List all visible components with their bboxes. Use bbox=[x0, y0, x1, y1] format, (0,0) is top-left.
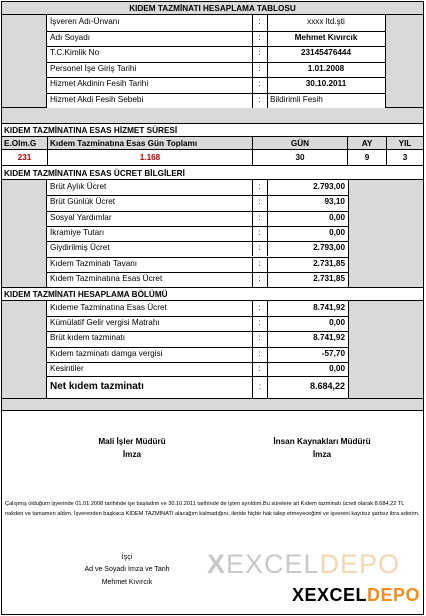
calc-sep: : bbox=[258, 318, 261, 328]
wage-label: Sosyal Yardımlar bbox=[50, 212, 112, 222]
net-value: 8.684,22 bbox=[309, 381, 345, 391]
employee-label: Adı Soyadı bbox=[50, 32, 91, 42]
net-label: Net kıdem tazminatı bbox=[50, 381, 144, 392]
wage-label: Brüt Aylık Ücret bbox=[50, 182, 107, 191]
calc-sep: : bbox=[258, 333, 261, 343]
employee-value: 23145476444 bbox=[300, 48, 352, 57]
service-val-eolmg: 231 bbox=[17, 153, 32, 162]
worker-line: Ad ve Soyadı İmza ve Tarih bbox=[84, 566, 170, 573]
service-val-year: 3 bbox=[402, 153, 408, 162]
kidem-sheet bbox=[1, 1, 424, 615]
wage-value: 0,00 bbox=[329, 212, 345, 222]
service-val-month: 9 bbox=[364, 153, 370, 162]
wage-left-gray bbox=[2, 180, 47, 287]
service-heading: KIDEM TAZMİNATINA ESAS HİZMET SÜRESİ bbox=[4, 126, 178, 135]
wage-label: Giydirilmiş Ücret bbox=[50, 243, 110, 253]
wage-label: İkramiye Tutarı bbox=[50, 227, 105, 237]
calc-right-gray bbox=[348, 301, 423, 398]
employee-label: Hizmet Akdi Fesih Sebebi bbox=[50, 94, 144, 104]
wage-label: Kıdem Tazminatına Esas Ücret bbox=[50, 273, 163, 283]
statement-text: Çalışmış olduğum işyerinde 01.01.2008 tarihinde işe başladım ve 30.10.2011 tarihinde de işten ayrıldım.Bu sürelere ait Kıdem tazminatı ücreti olarak 8.684,22 TL nakden ve tamamen aldım. İşverenden başkaca KIDEM TAZMİNATI alacağım kalmadığını, ileride hiçbir hak talep etmeyeceğimi ve işvereni kayıtsız şartsız ibra ederim. bbox=[5, 501, 420, 517]
excel-depo-logo bbox=[292, 585, 420, 606]
worker-title: İşçi bbox=[121, 554, 133, 561]
wage-sep: : bbox=[258, 243, 261, 253]
wage-value: 0,00 bbox=[329, 227, 345, 237]
wage-label: Kıdem Tazminatı Tavanı bbox=[50, 258, 138, 268]
wage-right-gray bbox=[348, 180, 423, 287]
employee-value: xxxx ltd.şti bbox=[307, 17, 345, 26]
employee-value: Mehmet Kıvırcık bbox=[294, 32, 358, 42]
calc-sep: : bbox=[258, 303, 261, 312]
employee-sep: : bbox=[258, 17, 261, 26]
employee-left-gray bbox=[2, 15, 47, 108]
spacer-2-line bbox=[2, 410, 423, 411]
logo-depo: DEPO bbox=[367, 585, 421, 605]
calc-value: -57,70 bbox=[321, 348, 345, 358]
employee-right-gray bbox=[385, 15, 423, 108]
employee-label: İşveren Adı-Ünvanı bbox=[50, 17, 120, 26]
service-col-eolmg: E.Olm.G bbox=[4, 139, 37, 148]
wage-bottom-line bbox=[2, 287, 423, 288]
sig-right-sub: İmza bbox=[312, 450, 332, 459]
calc-label: Brüt kıdem tazminatı bbox=[50, 333, 126, 343]
employee-sep: : bbox=[258, 48, 261, 57]
employee-label: T.C.Kimlik No bbox=[50, 48, 100, 57]
wage-label: Brüt Günlük Ücret bbox=[50, 197, 116, 207]
logo-x-icon: X bbox=[292, 585, 305, 605]
calc-label: Kümülatif Gelir vergisi Matrahı bbox=[50, 318, 160, 328]
employee-value: Bildirimli Fesih bbox=[270, 94, 323, 104]
wage-value: 2.793,00 bbox=[313, 182, 345, 191]
net-sep: : bbox=[258, 382, 262, 391]
employee-label: Personel İşe Giriş Tarihi bbox=[50, 63, 137, 73]
service-col-total: Kıdem Tazminatına Esas Gün Toplamı bbox=[50, 139, 198, 148]
employee-sep: : bbox=[258, 32, 261, 42]
wage-heading: KIDEM TAZMİNATINA ESAS ÜCRET BİLGİLERİ bbox=[4, 169, 185, 178]
sig-right-title: İnsan Kaynakları Müdürü bbox=[273, 437, 371, 446]
calc-heading: KIDEM TAZMİNATI HESAPLAMA BÖLÜMÜ bbox=[4, 290, 168, 299]
employee-value: 1.01.2008 bbox=[307, 63, 345, 73]
calc-left-gray bbox=[2, 301, 47, 398]
employee-sep: : bbox=[258, 79, 261, 88]
employee-value-divider bbox=[267, 93, 268, 109]
calc-sep: : bbox=[258, 348, 261, 358]
calc-sep: : bbox=[258, 363, 261, 373]
service-col-year: YIL bbox=[398, 139, 412, 148]
sig-left-title: Mali İşler Müdürü bbox=[98, 437, 166, 446]
wage-sep: : bbox=[258, 197, 261, 207]
spacer-2 bbox=[2, 398, 423, 410]
wage-sep: : bbox=[258, 227, 261, 237]
service-col-month: AY bbox=[361, 139, 373, 148]
page-title: KIDEM TAZMİNATI HESAPLAMA TABLOSU bbox=[129, 4, 296, 13]
calc-label: Kesintiler bbox=[50, 363, 84, 373]
service-bottom-line bbox=[2, 165, 423, 166]
wage-value: 2.731,85 bbox=[313, 258, 345, 268]
watermark-x: X bbox=[207, 549, 227, 579]
wage-sep: : bbox=[258, 273, 261, 283]
calc-value: 8.741,92 bbox=[313, 333, 345, 343]
calc-label: Kıdeme Tazminatına Esas Ücret bbox=[50, 303, 167, 312]
spacer-1 bbox=[2, 108, 423, 124]
calc-value: 8.741,92 bbox=[313, 303, 345, 312]
sig-left-sub: İmza bbox=[122, 450, 142, 459]
wage-value: 2.793,00 bbox=[313, 243, 345, 253]
calc-label: Kıdem tazminatı damga vergisi bbox=[50, 348, 163, 358]
calc-value: 0,00 bbox=[329, 363, 345, 373]
employee-value: 30.10.2011 bbox=[305, 79, 347, 88]
wage-value: 2.731,85 bbox=[313, 273, 345, 283]
service-col-day: GÜN bbox=[290, 139, 310, 148]
wage-sep: : bbox=[258, 212, 261, 222]
service-val-day: 30 bbox=[295, 153, 305, 162]
employee-sep: : bbox=[258, 63, 261, 73]
wage-sep: : bbox=[258, 182, 261, 191]
watermark-excel: EXCEL bbox=[226, 549, 320, 579]
watermark-logo bbox=[207, 549, 400, 580]
employee-sep: : bbox=[258, 94, 261, 104]
calc-value: 0,00 bbox=[329, 318, 345, 328]
wage-sep: : bbox=[258, 258, 261, 268]
employee-label: Hizmet Akdinin Fesih Tarihi bbox=[50, 79, 149, 88]
wage-value: 93,10 bbox=[324, 197, 345, 207]
service-val-total: 1.168 bbox=[139, 153, 161, 162]
logo-excel: EXCEL bbox=[304, 585, 368, 605]
watermark-depo: DEPO bbox=[319, 549, 401, 579]
worker-name: Mehmet Kıvırcık bbox=[101, 579, 153, 586]
